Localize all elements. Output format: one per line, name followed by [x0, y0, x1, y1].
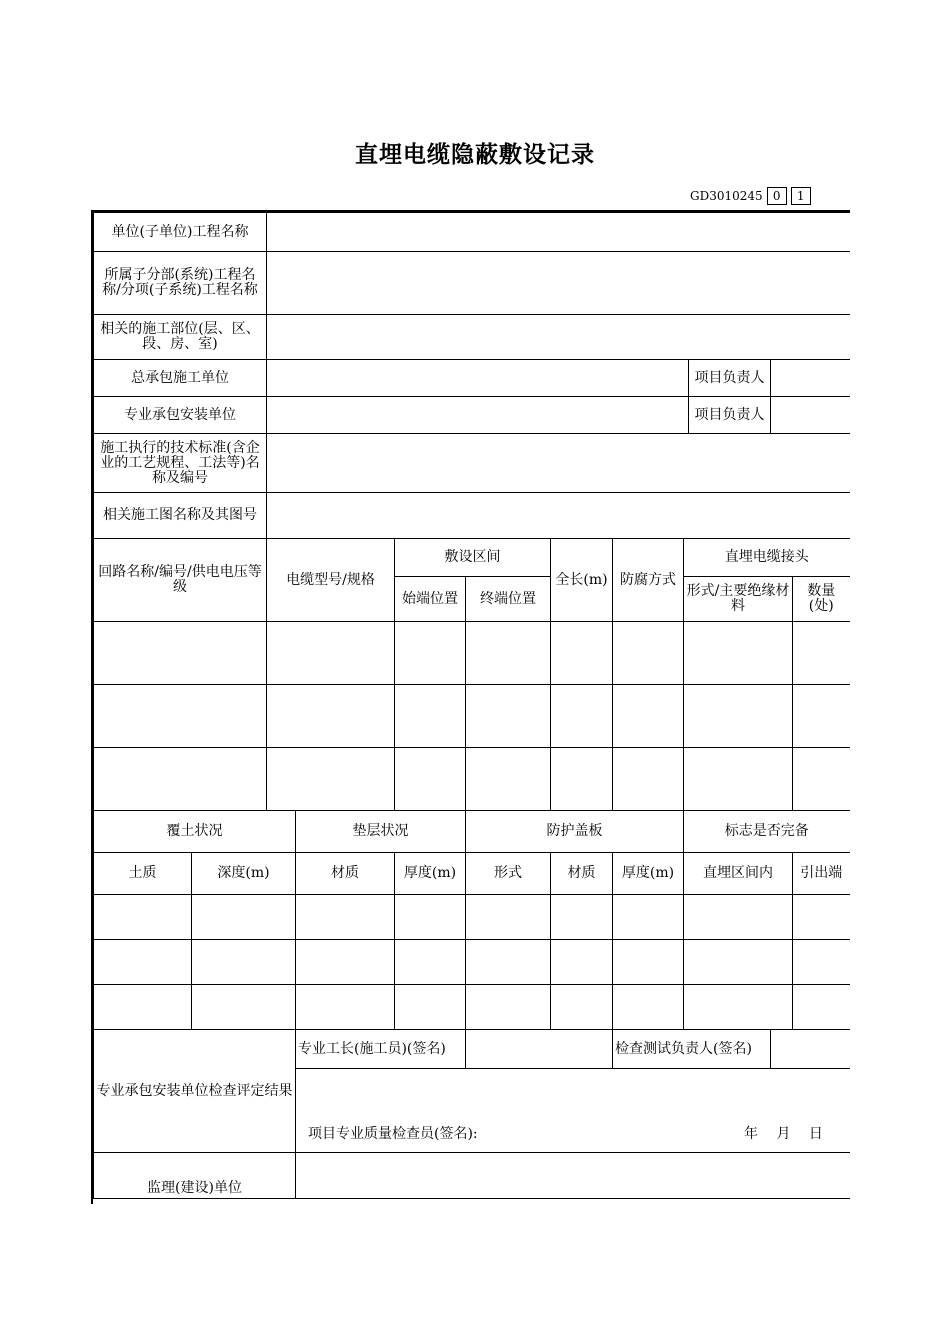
test-leader-signature[interactable] — [771, 1030, 851, 1069]
tech-standard-value[interactable] — [267, 434, 851, 493]
form-code-text: GD3010245 — [690, 189, 763, 203]
project-leader-2-label: 项目负责人 — [689, 397, 771, 434]
foreman-label: 专业工长(施工员)(签名) — [296, 1030, 466, 1069]
cable-cell[interactable] — [267, 622, 395, 685]
cable-cell[interactable] — [267, 685, 395, 748]
burial-cell[interactable] — [793, 895, 851, 940]
cable-cell[interactable] — [613, 622, 684, 685]
burial-cell[interactable] — [613, 940, 684, 985]
cable-model-header: 电缆型号/规格 — [267, 539, 395, 622]
special-contractor-value[interactable] — [267, 397, 689, 434]
lead-out-header: 引出端 — [793, 853, 851, 895]
cable-cell[interactable] — [793, 685, 851, 748]
foreman-signature[interactable] — [466, 1030, 613, 1069]
special-unit-result-label: 专业承包安装单位检查评定结果 — [94, 1030, 296, 1153]
burial-cell[interactable] — [296, 940, 395, 985]
burial-cell[interactable] — [613, 985, 684, 1030]
joint-count-header: 数量(处) — [793, 577, 851, 622]
burial-row — [94, 940, 851, 985]
burial-row — [94, 895, 851, 940]
cable-cell[interactable] — [613, 748, 684, 811]
cover-plate-header: 防护盖板 — [466, 811, 684, 853]
form-code — [690, 186, 811, 206]
burial-cell[interactable] — [192, 940, 296, 985]
material-header: 材质 — [296, 853, 395, 895]
depth-header: 深度(m) — [192, 853, 296, 895]
supervision-unit-area[interactable] — [296, 1153, 851, 1199]
burial-cell[interactable] — [793, 985, 851, 1030]
cable-cell[interactable] — [94, 622, 267, 685]
sub-project-name-value[interactable] — [267, 252, 851, 315]
burial-cell[interactable] — [684, 940, 793, 985]
burial-cell[interactable] — [395, 895, 466, 940]
in-section-header: 直埋区间内 — [684, 853, 793, 895]
soil-cover-header: 覆土状况 — [94, 811, 296, 853]
cable-cell[interactable] — [94, 748, 267, 811]
end-position-header: 终端位置 — [466, 577, 551, 622]
burial-cell[interactable] — [395, 985, 466, 1030]
burial-cell[interactable] — [551, 895, 613, 940]
loop-name-header: 回路名称/编号/供电电压等级 — [94, 539, 267, 622]
general-contractor-label: 总承包施工单位 — [94, 360, 267, 397]
sign-date: 年 月 日 — [744, 1126, 823, 1142]
burial-cell[interactable] — [296, 985, 395, 1030]
cable-cell[interactable] — [684, 748, 793, 811]
cable-cell[interactable] — [267, 748, 395, 811]
burial-cell[interactable] — [192, 895, 296, 940]
page-title: 直埋电缆隐蔽敷设记录 — [355, 142, 595, 168]
burial-cell[interactable] — [94, 895, 192, 940]
test-leader-label: 检查测试负责人(签名) — [613, 1030, 771, 1069]
burial-cell[interactable] — [466, 985, 551, 1030]
cable-cell[interactable] — [551, 622, 613, 685]
quality-inspector-label: 项目专业质量检查员(签名): — [308, 1126, 478, 1142]
cable-cell[interactable] — [793, 622, 851, 685]
tech-standard-label: 施工执行的技术标准(含企业的工艺规程、工法等)名称及编号 — [94, 434, 267, 493]
joint-form-header: 形式/主要绝缘材料 — [684, 577, 793, 622]
unit-project-name-label: 单位(子单位)工程名称 — [94, 213, 267, 252]
cable-cell[interactable] — [94, 685, 267, 748]
start-position-header: 始端位置 — [395, 577, 466, 622]
sub-project-name-label: 所属子分部(系统)工程名称/分项(子系统)工程名称 — [94, 252, 267, 315]
cable-cell[interactable] — [551, 685, 613, 748]
cable-cell[interactable] — [551, 748, 613, 811]
drawing-name-label: 相关施工图名称及其图号 — [94, 493, 267, 539]
thickness-header: 厚度(m) — [395, 853, 466, 895]
cable-cell[interactable] — [395, 622, 466, 685]
record-form — [91, 210, 850, 1204]
burial-cell[interactable] — [684, 985, 793, 1030]
burial-cell[interactable] — [466, 895, 551, 940]
supervision-unit-label: 监理(建设)单位 — [94, 1153, 296, 1199]
cable-cell[interactable] — [793, 748, 851, 811]
marker-header: 标志是否完备 — [684, 811, 851, 853]
burial-cell[interactable] — [551, 985, 613, 1030]
burial-cell[interactable] — [395, 940, 466, 985]
plate-material-header: 材质 — [551, 853, 613, 895]
cable-row — [94, 622, 851, 685]
burial-cell[interactable] — [192, 985, 296, 1030]
cable-cell[interactable] — [466, 685, 551, 748]
general-contractor-value[interactable] — [267, 360, 689, 397]
drawing-name-value[interactable] — [267, 493, 851, 539]
form-header: 形式 — [466, 853, 551, 895]
cable-cell[interactable] — [395, 748, 466, 811]
construction-location-value[interactable] — [267, 315, 851, 360]
inspection-result-area[interactable] — [296, 1069, 851, 1153]
construction-location-label: 相关的施工部位(层、区、段、房、室) — [94, 315, 267, 360]
special-contractor-label: 专业承包安装单位 — [94, 397, 267, 434]
joint-header: 直埋电缆接头 — [684, 539, 851, 577]
total-length-header: 全长(m) — [551, 539, 613, 622]
soil-quality-header: 土质 — [94, 853, 192, 895]
cable-row — [94, 685, 851, 748]
plate-thickness-header: 厚度(m) — [613, 853, 684, 895]
burial-cell[interactable] — [466, 940, 551, 985]
cable-cell[interactable] — [466, 748, 551, 811]
cable-row — [94, 748, 851, 811]
project-leader-1-label: 项目负责人 — [689, 360, 771, 397]
anticorrosion-header: 防腐方式 — [613, 539, 684, 622]
burial-cell[interactable] — [94, 940, 192, 985]
laying-section-header: 敷设区间 — [395, 539, 551, 577]
cable-cell[interactable] — [613, 685, 684, 748]
burial-cell[interactable] — [296, 895, 395, 940]
burial-cell[interactable] — [793, 940, 851, 985]
burial-row — [94, 985, 851, 1030]
burial-cell[interactable] — [684, 895, 793, 940]
burial-cell[interactable] — [613, 895, 684, 940]
code-box-1: 0 — [767, 187, 787, 205]
cushion-header: 垫层状况 — [296, 811, 466, 853]
cable-cell[interactable] — [684, 622, 793, 685]
burial-cell[interactable] — [551, 940, 613, 985]
cable-cell[interactable] — [395, 685, 466, 748]
project-leader-1-value[interactable] — [771, 360, 851, 397]
code-box-2: 1 — [791, 187, 811, 205]
unit-project-name-value[interactable] — [267, 213, 851, 252]
record-table — [93, 212, 850, 1199]
cable-cell[interactable] — [684, 685, 793, 748]
project-leader-2-value[interactable] — [771, 397, 851, 434]
burial-cell[interactable] — [94, 985, 192, 1030]
cable-cell[interactable] — [466, 622, 551, 685]
